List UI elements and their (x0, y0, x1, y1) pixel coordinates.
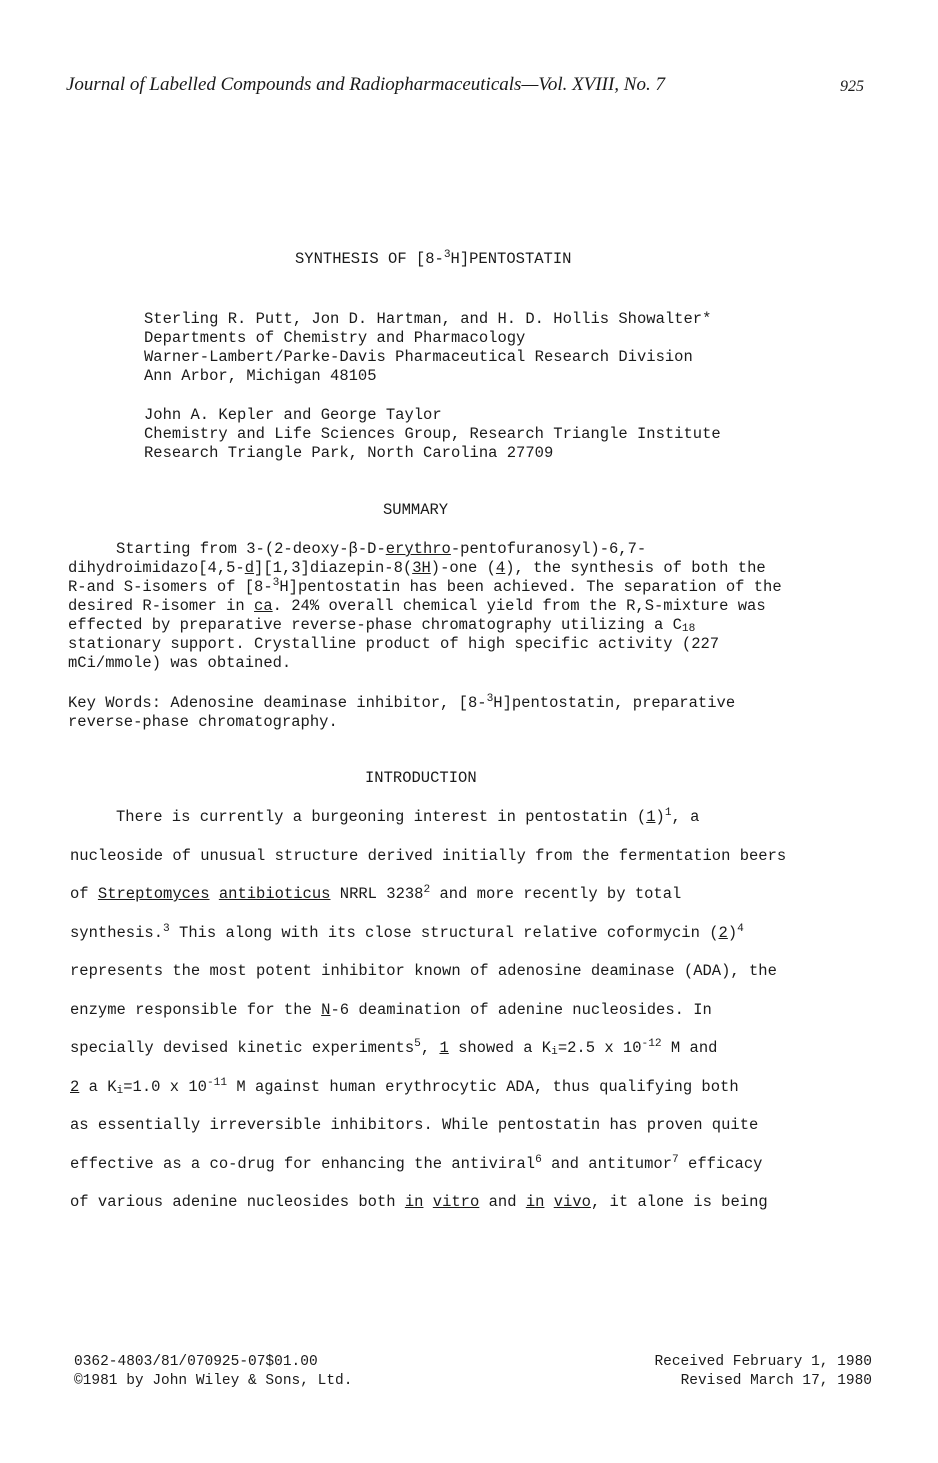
body-line: represents the most potent inhibitor known of adenosine deaminase (ADA), the (70, 962, 777, 980)
issn-code: 0362-4803/81/070925-07$01.00 (74, 1354, 318, 1370)
keywords-line: Key Words: Adenosine deaminase inhibitor, [8-$^3$H]pentostatin, preparative (68, 692, 736, 712)
summary-line: R-and S-isomers of [8-$^3$H]pentostatin has been achieved. The separation of the (68, 576, 782, 596)
page-number: 925 (840, 78, 864, 95)
body-line: 2 a $K_i=1.0$ x $10^{-11}$ M against human erythrocytic ADA, thus qualifying both (70, 1076, 739, 1098)
body-line: synthesis.$^3$ This along with its close structural relative coformycin $(2)^4$ (70, 922, 744, 942)
author-city: Research Triangle Park, North Carolina 27709 (144, 444, 554, 462)
article-title: SYNTHESIS OF [8-$^3$H]PENTOSTATIN (295, 248, 572, 268)
authors-block-1 (144, 310, 711, 386)
body-line: nucleoside of unusual structure derived initially from the fermentation beers (70, 847, 787, 865)
introduction-heading: INTRODUCTION (365, 769, 477, 787)
body-line: of Streptomyces antibioticus NRRL 3238$^2$ and more recently by total (70, 883, 682, 903)
keywords-line: reverse-phase chromatography. (68, 713, 338, 731)
body-line: There is currently a burgeoning interest in pentostatin $(1)^1$, a (116, 806, 700, 826)
summary-heading: SUMMARY (383, 501, 449, 519)
body-line: effective as a co-drug for enhancing the antiviral$^6$ and antitumor$^7$ efficacy (70, 1153, 763, 1173)
body-line: enzyme responsible for the N-6 deamination of adenine nucleosides. In (70, 1001, 712, 1019)
summary-line: effected by preparative reverse-phase chromatography utilizing a $C_{18}$ (68, 616, 696, 636)
copyright: ©1981 by John Wiley & Sons, Ltd. (74, 1373, 353, 1389)
author-names: John A. Kepler and George Taylor (144, 406, 442, 424)
body-line: of various adenine nucleosides both in vitro and in vivo, it alone is being (70, 1193, 768, 1211)
summary-paragraph (68, 540, 782, 673)
author-department: Departments of Chemistry and Pharmacology (144, 329, 526, 347)
author-names: Sterling R. Putt, Jon D. Hartman, and H. D. Hollis Showalter* (144, 310, 712, 328)
footer-left (74, 1353, 352, 1391)
authors-block-2 (144, 406, 721, 463)
footer-right (654, 1353, 872, 1391)
summary-line: dihydroimidazo[4,5-d][1,3]diazepin-8(3H)-one (4), the synthesis of both the (68, 559, 766, 577)
body-line: as essentially irreversible inhibitors. While pentostatin has proven quite (70, 1116, 759, 1134)
summary-line: Starting from 3-(2-deoxy-β-D-erythro-pentofuranosyl)-6,7- (116, 540, 647, 558)
summary-line: desired R-isomer in ca. 24% overall chemical yield from the R,S-mixture was (68, 597, 766, 615)
keywords (68, 694, 735, 732)
revised-date: Revised March 17, 1980 (680, 1373, 872, 1389)
author-organization: Warner-Lambert/Parke-Davis Pharmaceutical Research Division (144, 348, 693, 366)
body-line: specially devised kinetic experiments$^5$, 1 showed a $K_i=2.5$ x $10^{-12}$ M and (70, 1037, 718, 1059)
journal-header: Journal of Labelled Compounds and Radiopharmaceuticals—Vol. XVIII, No. 7 (66, 74, 665, 95)
author-city: Ann Arbor, Michigan 48105 (144, 367, 377, 385)
author-organization: Chemistry and Life Sciences Group, Research Triangle Institute (144, 425, 721, 443)
received-date: Received February 1, 1980 (654, 1354, 872, 1370)
summary-line: mCi/mmole) was obtained. (68, 654, 292, 672)
summary-line: stationary support. Crystalline product of high specific activity (227 (68, 635, 720, 653)
